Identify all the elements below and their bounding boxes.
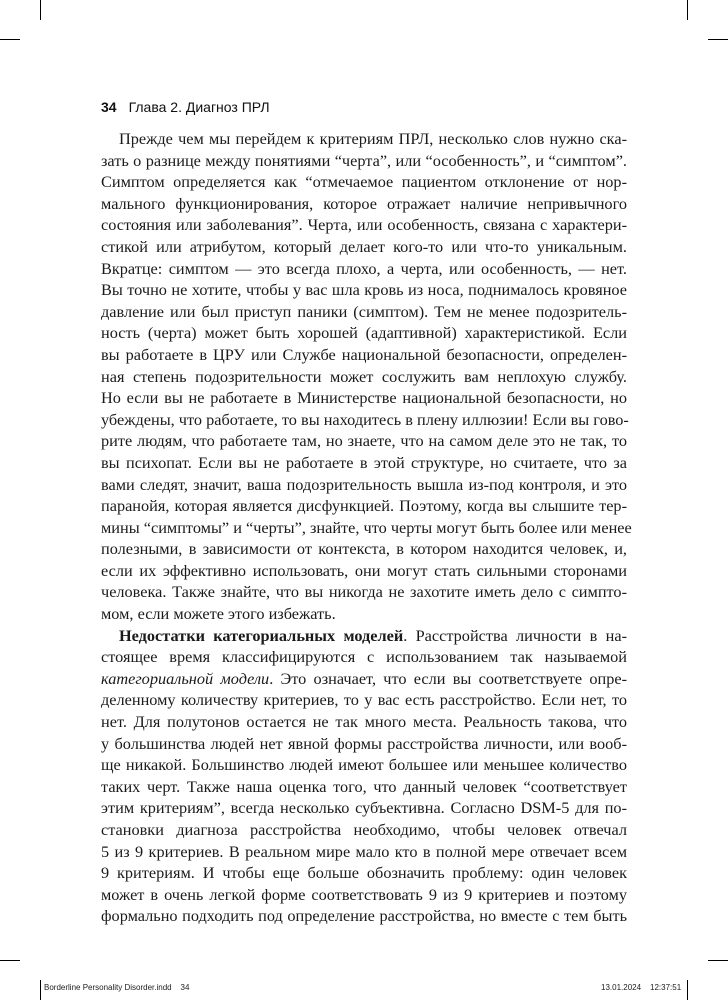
crop-mark <box>40 980 41 1000</box>
body-text <box>101 128 632 927</box>
crop-mark <box>687 0 688 20</box>
text-line: может в очень легкой форме соответствовать 9 из 9 критериев и поэтому <box>101 884 627 904</box>
text-line: этим критериям”, всегда несколько субъективна. Согласно DSM-5 для по- <box>101 798 627 818</box>
section-heading: Недостатки категориальных моделей <box>119 625 404 645</box>
text-line <box>101 668 627 690</box>
text-line: мины “симптомы” и “черты”, знайте, что черты могут быть более или менее <box>101 517 632 537</box>
text-line: таких черт. Также наша оценка того, что данный человек “соответствует <box>101 776 627 796</box>
text-line: состояния или заболевания”. Черта, или особенность, связана с характери- <box>101 215 627 235</box>
italic-term: категориальной модели <box>101 668 270 688</box>
text-line: 9 критериям. И чтобы еще больше обозначить проблему: один человек <box>101 863 627 883</box>
text-line: если их эффективно использовать, они могут стать сильными сторонами <box>101 560 627 580</box>
text-line: Вы точно не хотите, чтобы у вас шла кровь из носа, поднималось кровяное <box>101 280 627 300</box>
text-line: мом, если можете этого избежать. <box>101 604 336 624</box>
text-line: ще никакой. Большинство людей имеют большее или меньшее количество <box>101 755 627 775</box>
text-line: Вкратце: симптом — это всегда плохо, а черта, или особенность, — нет. <box>101 258 627 278</box>
text-line: полезными, в зависимости от контекста, в котором находится человек, и, <box>101 539 627 559</box>
text-line: мального функционирования, которое отражает наличие непривычного <box>101 193 627 213</box>
text-line: паранойя, которая является дисфункцией. Поэтому, когда вы слышите тер- <box>101 496 627 516</box>
text-line: нет. Для полутонов остается не так много места. Реальность такова, что <box>101 712 627 732</box>
text-line: человека. Также знайте, что вы никогда не захотите иметь дело с симпто- <box>101 582 627 602</box>
text-line: давление или был приступ паники (симптом). Тем не менее подозритель- <box>101 301 627 321</box>
text-line <box>101 625 627 647</box>
text-line: зать о разнице между понятиями “черта”, или “особенность”, и “симптом”. <box>101 150 627 170</box>
text-line: рите людям, что работаете там, но знаете, что на самом деле это не так, то <box>101 431 627 451</box>
text-line: стикой или атрибутом, который делает кого-то или что-то уникальным. <box>101 236 627 256</box>
crop-mark <box>40 0 41 20</box>
crop-mark <box>708 960 728 961</box>
footer-page: 34 <box>180 983 190 992</box>
crop-mark <box>708 39 728 40</box>
crop-mark <box>687 980 688 1000</box>
text-line: вы психопат. Если вы не работаете в этой структуре, но считаете, что за <box>101 452 627 472</box>
text-line: вы работаете в ЦРУ или Службе национальной безопасности, определен- <box>101 344 627 364</box>
footer-file <box>44 983 189 992</box>
footer-time: 12:37:51 <box>650 983 682 992</box>
text-line: у большинства людей нет явной формы расстройства личности, или вооб- <box>101 733 627 753</box>
page-number: 34 <box>101 99 117 115</box>
text-line: Но если вы не работаете в Министерстве национальной безопасности, но <box>101 388 627 408</box>
text-line: стоящее время классифицируются с использованием так называемой <box>101 647 627 667</box>
text-line: формально подходить под определение расстройства, но вместе с тем быть <box>101 906 627 926</box>
footer-filename: Borderline Personality Disorder.indd <box>44 983 172 992</box>
text-line: Симптом определяется как “отмечаемое пациентом отклонение от нор- <box>101 172 627 192</box>
crop-mark <box>0 39 20 40</box>
text-line: вами следят, значит, ваша подозрительность вышла из-под контроля, и это <box>101 474 627 494</box>
crop-mark <box>0 960 20 961</box>
chapter-title: Глава 2. Диагноз ПРЛ <box>128 99 270 115</box>
text-line: ная степень подозрительности может сослужить вам неплохую службу. <box>101 366 627 386</box>
text-line: становки диагноза расстройства необходимо, чтобы человек отвечал <box>101 820 627 839</box>
text-span: . Это означает, что если вы соответствуете опре- <box>269 668 627 688</box>
text-line: деленному количеству критериев, то у вас есть расстройство. Если нет, то <box>101 690 627 710</box>
footer-date: 13.01.2024 <box>601 983 642 992</box>
text-line: 5 из 9 критериев. В реальном мире мало кто в полной мере отвечает всем <box>101 841 627 861</box>
text-line: ность (черта) может быть хорошей (адаптивной) характеристикой. Если <box>101 323 627 343</box>
running-header <box>101 99 270 115</box>
text-span: . Расстройства личности в на- <box>403 625 628 645</box>
text-line: убеждены, что работаете, то вы находитесь в плену иллюзии! Если вы гово- <box>101 409 629 429</box>
text-line: Прежде чем мы перейдем к критериям ПРЛ, несколько слов нужно ска- <box>119 129 627 148</box>
